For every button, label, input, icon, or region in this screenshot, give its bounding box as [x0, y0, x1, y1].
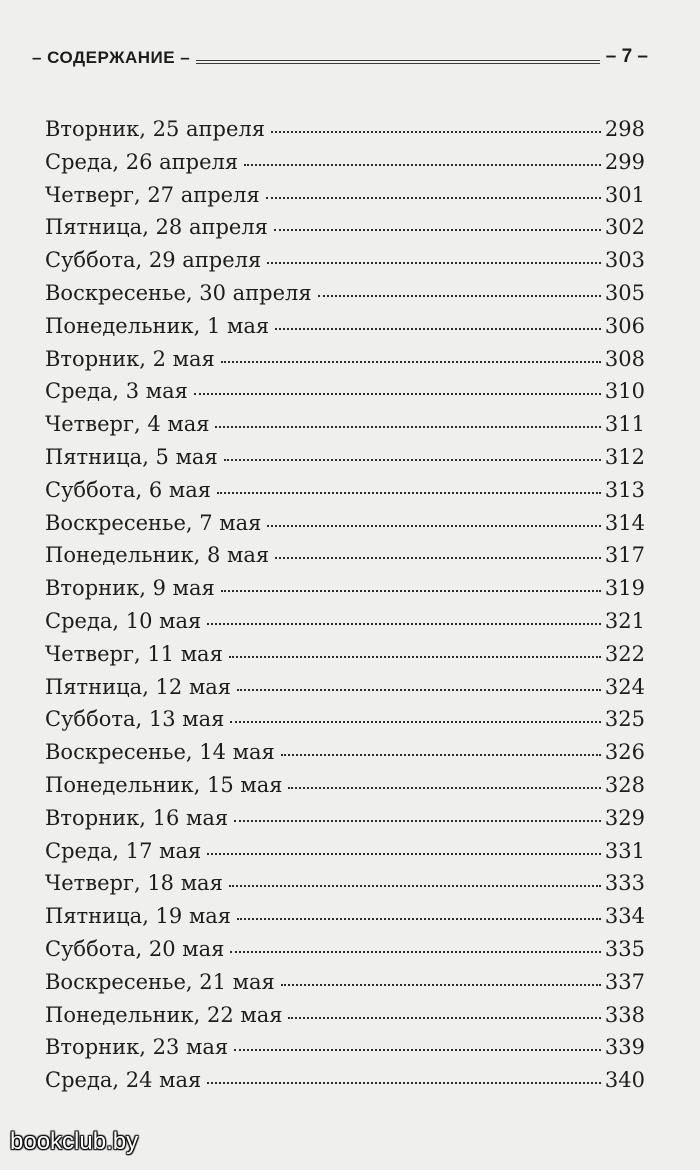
dot-leader [275, 328, 601, 330]
toc-entry [45, 933, 645, 966]
toc-entry [45, 244, 645, 277]
dot-leader [229, 656, 601, 658]
toc-entry-title: Вторник, 23 мая [45, 1035, 229, 1060]
toc-entry-page: 322 [604, 641, 645, 666]
dot-leader [274, 229, 601, 231]
toc-entry-title: Четверг, 4 мая [45, 412, 210, 437]
toc-entry-page: 326 [604, 740, 645, 765]
dot-leader [229, 885, 601, 887]
toc-entry-title: Пятница, 12 мая [45, 674, 232, 699]
dot-leader [207, 623, 601, 625]
toc-entry [45, 211, 645, 244]
dot-leader [267, 525, 601, 527]
toc-entry-title: Вторник, 16 мая [45, 805, 229, 830]
dot-leader [234, 1049, 601, 1051]
toc-entry [45, 736, 645, 769]
dot-leader [221, 590, 601, 592]
toc-entry-title: Воскресенье, 21 мая [45, 969, 275, 994]
dot-leader [271, 131, 601, 133]
toc-entry-title: Воскресенье, 7 мая [45, 510, 262, 535]
toc-entry-title: Воскресенье, 30 апреля [45, 280, 312, 305]
toc-entry [45, 900, 645, 933]
toc-entry-page: 299 [604, 149, 645, 174]
toc-entry [45, 835, 645, 868]
toc-entry [45, 605, 645, 638]
toc-entry-page: 339 [604, 1035, 645, 1060]
dot-leader [194, 393, 601, 395]
toc-entry-title: Среда, 26 апреля [45, 149, 239, 174]
toc-entry [45, 343, 645, 376]
toc-entry [45, 802, 645, 835]
toc-entry-title: Понедельник, 1 мая [45, 313, 270, 338]
toc-entry-page: 313 [604, 477, 645, 502]
watermark: bookclub.by [10, 1128, 139, 1155]
dot-leader [266, 197, 601, 199]
toc-entry-page: 305 [604, 280, 645, 305]
toc-entry [45, 375, 645, 408]
toc-entry-page: 306 [604, 313, 645, 338]
toc-entry-title: Вторник, 25 апреля [45, 117, 265, 141]
toc-entry-title: Вторник, 9 мая [45, 576, 215, 601]
dot-leader [281, 984, 601, 986]
toc-entry-page: 338 [604, 1002, 645, 1027]
toc-entry [45, 113, 645, 146]
toc-entry-title: Четверг, 11 мая [45, 641, 223, 666]
toc-entry [45, 507, 645, 540]
toc-entry-page: 298 [604, 117, 645, 141]
toc-entry-page: 329 [604, 805, 645, 830]
toc-entry-page: 314 [604, 510, 645, 535]
dot-leader [267, 262, 601, 264]
toc-entry-title: Четверг, 18 мая [45, 871, 223, 896]
dot-leader [207, 853, 601, 855]
toc-entry-page: 319 [604, 576, 645, 601]
toc-entry-page: 334 [604, 904, 645, 929]
toc-entry-page: 302 [604, 215, 645, 240]
toc-entry [45, 277, 645, 310]
running-header [32, 46, 648, 76]
toc-entry [45, 179, 645, 212]
toc-entry-page: 321 [604, 608, 645, 633]
toc-entry-page: 333 [604, 871, 645, 896]
toc-entry [45, 474, 645, 507]
toc-entry-title: Вторник, 2 мая [45, 346, 215, 371]
dot-leader [215, 426, 600, 428]
dot-leader [224, 459, 601, 461]
toc-entry [45, 638, 645, 671]
dot-leader [230, 951, 601, 953]
dot-leader [281, 754, 601, 756]
dot-leader [237, 689, 601, 691]
toc-entry-page: 303 [604, 248, 645, 273]
table-of-contents [45, 113, 645, 1097]
toc-entry-page: 324 [604, 674, 645, 699]
toc-entry [45, 966, 645, 999]
toc-entry-title: Среда, 24 мая [45, 1068, 202, 1093]
dot-leader [288, 787, 600, 789]
toc-entry [45, 769, 645, 802]
dot-leader [244, 164, 601, 166]
toc-entry [45, 999, 645, 1032]
toc-entry [45, 1064, 645, 1097]
toc-entry-title: Суббота, 29 апреля [45, 248, 262, 273]
toc-entry-page: 340 [604, 1068, 645, 1093]
dot-leader [230, 721, 601, 723]
toc-entry-title: Воскресенье, 14 мая [45, 740, 275, 765]
dot-leader [217, 492, 601, 494]
toc-entry-page: 337 [604, 969, 645, 994]
dot-leader [275, 557, 601, 559]
toc-entry [45, 703, 645, 736]
toc-entry-title: Среда, 3 мая [45, 379, 188, 404]
toc-entry-page: 311 [604, 412, 645, 437]
dot-leader [237, 918, 601, 920]
toc-entry-title: Четверг, 27 апреля [45, 182, 260, 207]
toc-entry-page: 335 [604, 936, 645, 961]
toc-entry-title: Суббота, 13 мая [45, 707, 225, 732]
toc-entry-title: Суббота, 6 мая [45, 477, 211, 502]
dot-leader [234, 820, 601, 822]
toc-entry-page: 325 [604, 707, 645, 732]
toc-entry [45, 310, 645, 343]
toc-entry [45, 539, 645, 572]
toc-entry-title: Пятница, 28 апреля [45, 215, 268, 240]
toc-entry [45, 441, 645, 474]
toc-entry-title: Пятница, 5 мая [45, 444, 218, 469]
toc-entry [45, 408, 645, 441]
toc-entry-page: 310 [604, 379, 645, 404]
toc-entry [45, 572, 645, 605]
toc-entry-title: Понедельник, 8 мая [45, 543, 270, 568]
page-number: – 7 – [600, 46, 648, 68]
toc-entry-page: 308 [604, 346, 645, 371]
toc-entry-page: 331 [604, 838, 645, 863]
toc-entry-title: Среда, 10 мая [45, 608, 202, 633]
dot-leader [221, 361, 601, 363]
toc-entry [45, 1031, 645, 1064]
toc-entry [45, 146, 645, 179]
toc-entry-title: Пятница, 19 мая [45, 904, 232, 929]
toc-entry-page: 301 [604, 182, 645, 207]
toc-entry-title: Понедельник, 22 мая [45, 1002, 283, 1027]
toc-entry-title: Понедельник, 15 мая [45, 772, 283, 797]
dot-leader [288, 1017, 600, 1019]
toc-entry-title: Среда, 17 мая [45, 838, 202, 863]
dot-leader [207, 1082, 601, 1084]
toc-entry-title: Суббота, 20 мая [45, 936, 225, 961]
toc-entry-page: 317 [604, 543, 645, 568]
dot-leader [318, 295, 601, 297]
header-title: – СОДЕРЖАНИЕ – [32, 48, 196, 68]
toc-entry-page: 328 [604, 772, 645, 797]
toc-entry [45, 671, 645, 704]
toc-entry [45, 867, 645, 900]
toc-entry-page: 312 [604, 444, 645, 469]
